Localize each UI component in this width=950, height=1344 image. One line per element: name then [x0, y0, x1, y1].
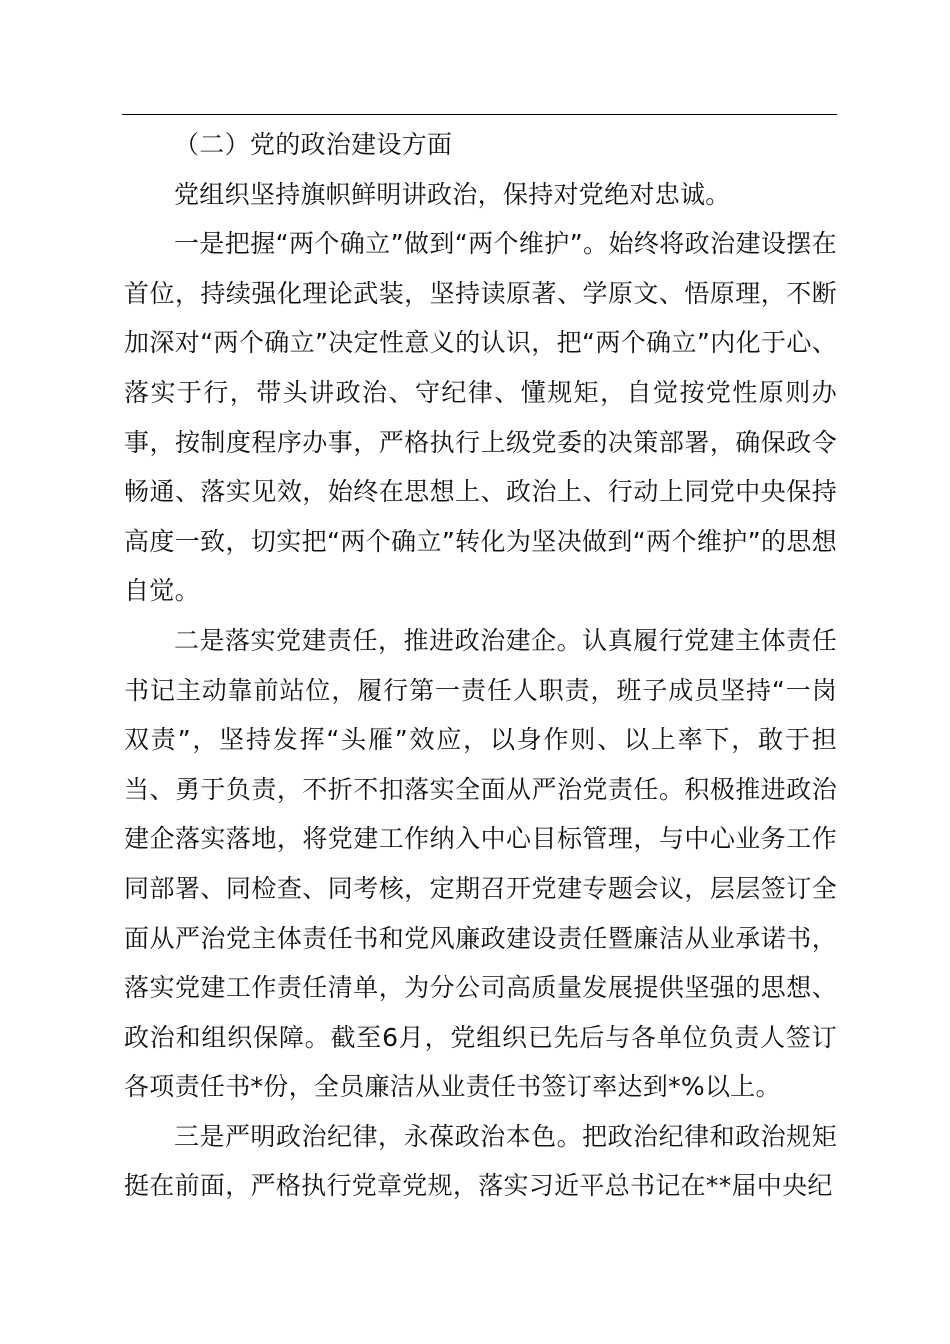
document-body: [124, 120, 837, 1211]
header-rule: [122, 114, 837, 115]
paragraph-point-three: 三是严明政治纪律，永葆政治本色。把政治纪律和政治规矩挺在前面，严格执行党章党规，落实习近平总书记在**届中央纪: [124, 1121, 837, 1201]
paragraph-intro: 党组织坚持旗帜鲜明讲政治，保持对党绝对忠诚。: [174, 179, 731, 209]
section-heading: （二）党的政治建设方面: [174, 130, 453, 159]
paragraph-point-one: 一是把握“两个确立”做到“两个维护”。始终将政治建设摆在首位，持续强化理论武装，坚持读原著、学原文、悟原理，不断加深对“两个确立”决定性意义的认识，把“两个确立”内化于心、落实于行，带头讲政治、守纪律、懂规矩，自觉按党性原则办事，按制度程序办事，严格执行上级党委的决策部署，确保政令畅通、落实见效，始终在思想上、政治上、行动上同党中央保持高度一致，切实把“两个确立”转化为坚决做到“两个维护”的思想自觉。: [124, 229, 837, 606]
paragraph-point-two: 二是落实党建责任，推进政治建企。认真履行党建主体责任书记主动靠前站位，履行第一责任人职责，班子成员坚持“一岗双责”，坚持发挥“头雁”效应，以身作则、以上率下，敢于担当、勇于负责，不折不扣落实全面从严治党责任。积极推进政治建企落实落地，将党建工作纳入中心目标管理，与中心业务工作同部署、同检查、同考核，定期召开党建专题会议，层层签订全面从严治党主体责任书和党风廉政建设责任暨廉洁从业承诺书，落实党建工作责任清单，为分公司高质量发展提供坚强的思想、政治和组织保障。截至6月，党组织已先后与各单位负责人签订各项责任书*份，全员廉洁从业责任书签订率达到*%以上。: [124, 625, 837, 1102]
